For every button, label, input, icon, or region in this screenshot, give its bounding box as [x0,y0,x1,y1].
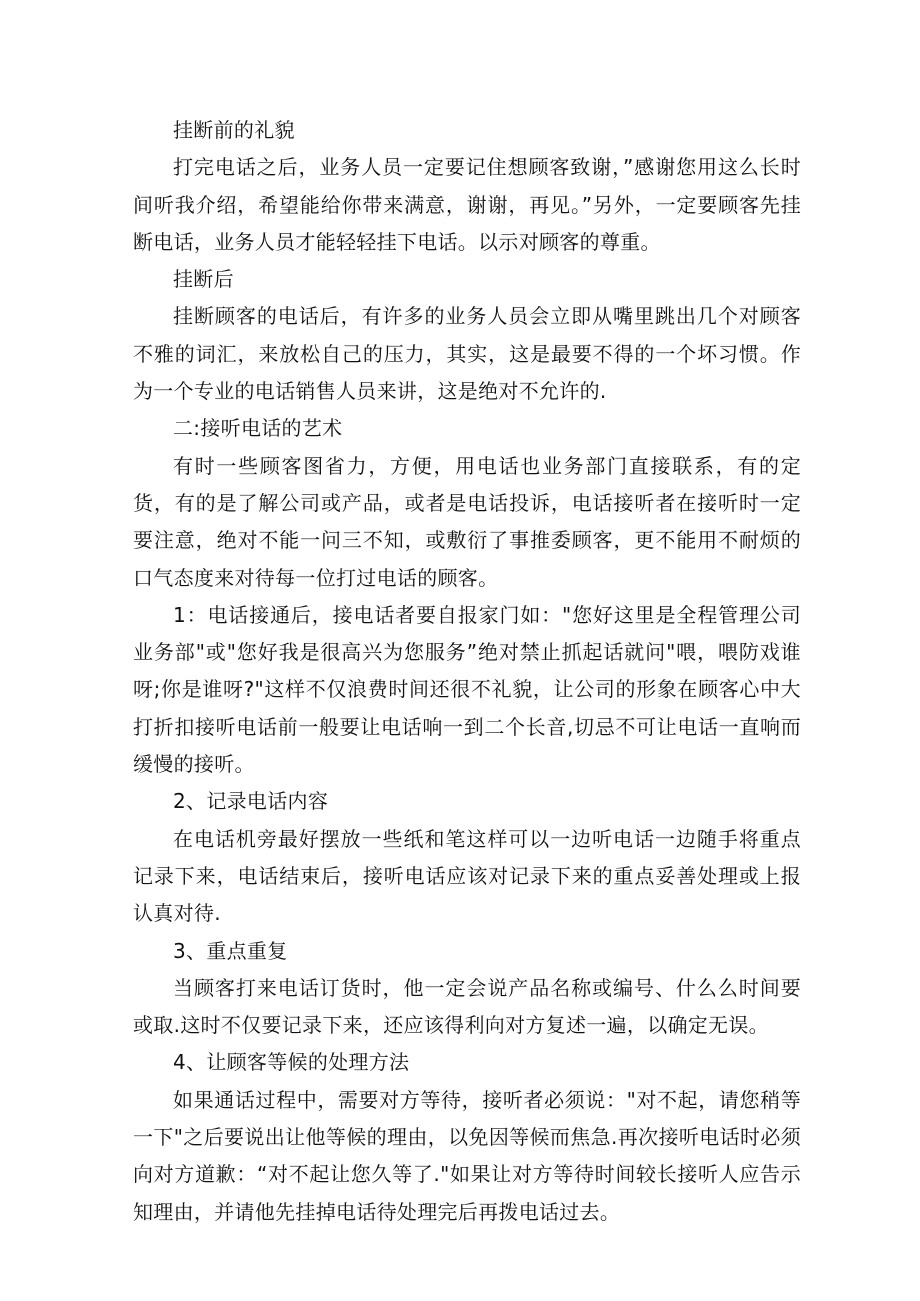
section-heading: 2、记录电话内容 [173,789,329,814]
body-paragraph: 在电话机旁最好摆放一些纸和笔这样可以一边听电话一边随手将重点记录下来，电话结束后，接听电话应该对记录下来的重点妥善处理或上报认真对待. [133,826,801,926]
document-body [133,112,801,1231]
section-heading: 挂断后 [173,267,234,292]
section-heading: 3、重点重复 [173,938,288,963]
section-heading: 挂断前的礼貌 [173,118,295,142]
body-paragraph: 如果通话过程中，需要对方等待，接听者必须说："对不起，请您稍等一下"之后要说出让他等候的理由，以免因等候而焦急.再次接听电话时必须向对方道歉：“对不起让您久等了."如果让对方等待时间较长接听人应告示知理由，并请他先挂掉电话待处理完后再拨电话过去。 [133,1087,801,1224]
body-paragraph: 当顾客打来电话订货时，他一定会说产品名称或编号、什么么时间要或取.这时不仅要记录下来，还应该得利向对方复述一遍，以确定无误。 [133,975,801,1038]
body-paragraph: 打完电话之后，业务人员一定要记住想顾客致谢，”感谢您用这么长时间听我介绍，希望能给你带来满意，谢谢，再见。”另外，一定要顾客先挂断电话，业务人员才能轻轻挂下电话。以示对顾客的尊重。 [133,155,801,254]
section-heading: 4、让顾客等候的处理方法 [173,1050,410,1075]
body-paragraph: 1：电话接通后，接电话者要自报家门如："您好这里是全程管理公司业务部"或"您好我是很高兴为您服务”绝对禁止抓起话就问"喂，喂防戏谁呀;你是谁呀?"这样不仅浪费时间还很不礼貌，让公司的形象在顾客心中大打折扣接听电话前一般要让电话响一到二个长音,切忌不可让电话一直响而缓慢的接听。 [133,602,801,777]
body-paragraph: 挂断顾客的电话后，有许多的业务人员会立即从嘴里跳出几个对顾客不雅的词汇，来放松自己的压力，其实，这是最要不得的一个坏习惯。作为一个专业的电话销售人员来讲，这是绝对不允许的. [133,304,801,404]
section-heading: 二:接听电话的艺术 [173,416,343,441]
body-paragraph: 有时一些顾客图省力，方便，用电话也业务部门直接联系，有的定货，有的是了解公司或产品，或者是电话投诉，电话接听者在接听时一定要注意，绝对不能一问三不知，或敷衍了事推委顾客，更不能用不耐烦的口气态度来对待每一位打过电话的顾客。 [133,453,801,590]
